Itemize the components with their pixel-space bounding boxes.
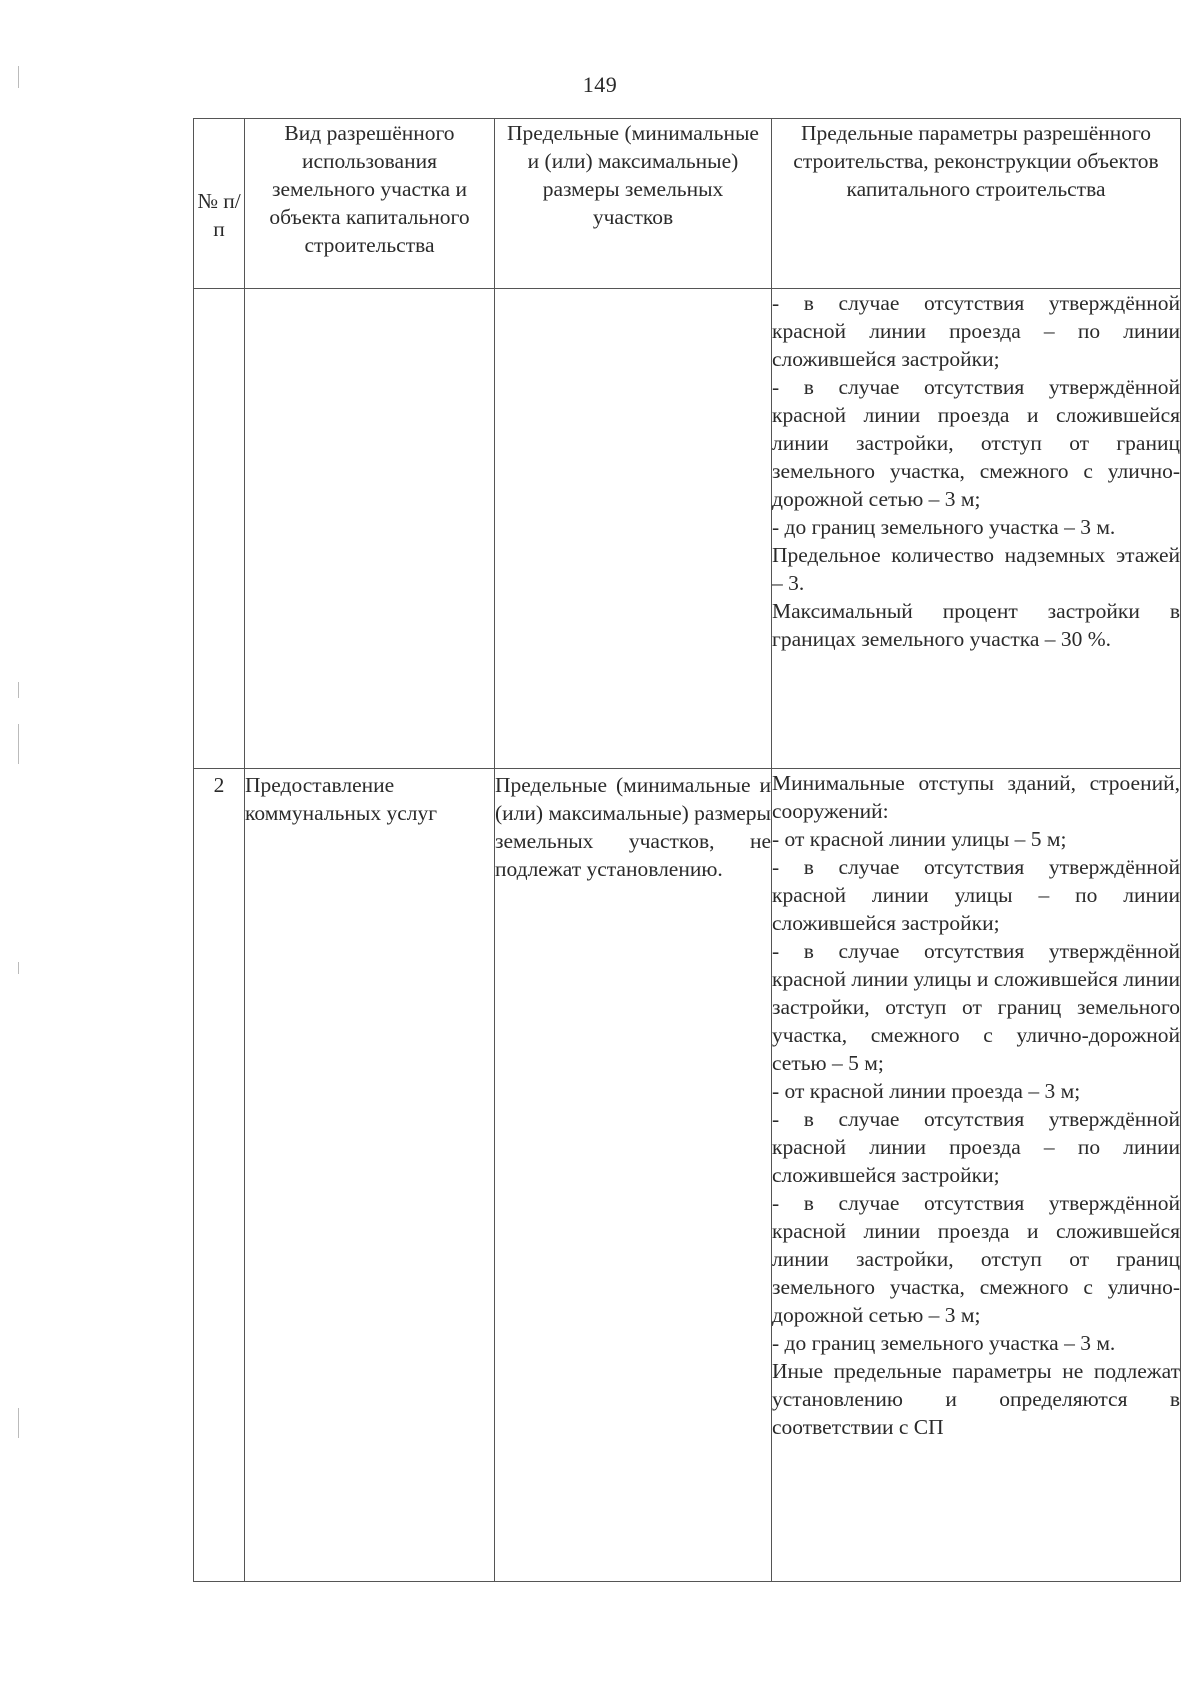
cell-number: 2	[194, 769, 245, 1582]
cell-building-params	[772, 289, 1181, 769]
table-row	[194, 769, 1181, 1582]
regulations-table	[193, 118, 1181, 1582]
param-line: - до границ земельного участка – 3 м.	[772, 1331, 1116, 1355]
param-line: - в случае отсутствия утверждённой красной линии проезда – по линии сложившейся застройки;	[772, 291, 1180, 371]
scan-edge-marks	[18, 0, 20, 1698]
header-plot-size: Предельные (минимальные и (или) максимальные) размеры земельных участков	[495, 119, 772, 289]
page-number: 149	[582, 72, 618, 97]
cell-building-params	[772, 769, 1181, 1582]
cell-use-type	[245, 289, 495, 769]
param-line: - от красной линии улицы – 5 м;	[772, 827, 1067, 851]
table-header-row	[194, 119, 1181, 289]
cell-use-type: Предоставление коммунальных услуг	[245, 769, 495, 1582]
param-line: - до границ земельного участка – 3 м.	[772, 515, 1116, 539]
param-line: Предельное количество надземных этажей – 3.	[772, 543, 1180, 595]
table-row	[194, 289, 1181, 769]
header-use-type: Вид разрешённого использования земельного участка и объекта капитального строительства	[245, 119, 495, 289]
cell-plot-size: Предельные (минимальные и (или) максимальные) размеры земельных участков, не подлежат установлению.	[495, 769, 772, 1582]
param-line: Иные предельные параметры не подлежат установлению и определяются в соответствии с СП	[772, 1359, 1180, 1439]
header-building-params: Предельные параметры разрешённого строительства, реконструкции объектов капитального строительства	[772, 119, 1181, 289]
param-line: - от красной линии проезда – 3 м;	[772, 1079, 1081, 1103]
param-line: - в случае отсутствия утверждённой красной линии улицы – по линии сложившейся застройки;	[772, 855, 1180, 935]
cell-number	[194, 289, 245, 769]
param-line: - в случае отсутствия утверждённой красной линии проезда и сложившейся линии застройки, отступ от границ земельного участка, смежного с улично-дорожной сетью – 3 м;	[772, 375, 1180, 511]
param-line: - в случае отсутствия утверждённой красной линии проезда – по линии сложившейся застройки;	[772, 1107, 1180, 1187]
header-number: № п/п	[194, 119, 245, 289]
cell-plot-size	[495, 289, 772, 769]
param-line: Минимальные отступы зданий, строений, сооружений:	[772, 771, 1180, 823]
param-line: - в случае отсутствия утверждённой красной линии проезда и сложившейся линии застройки, отступ от границ земельного участка, смежного с улично-дорожной сетью – 3 м;	[772, 1191, 1180, 1327]
param-line: Максимальный процент застройки в границах земельного участка – 30 %.	[772, 599, 1180, 651]
param-line: - в случае отсутствия утверждённой красной линии улицы и сложившейся линии застройки, отступ от границ земельного участка, смежного с улично-дорожной сетью – 5 м;	[772, 939, 1180, 1075]
